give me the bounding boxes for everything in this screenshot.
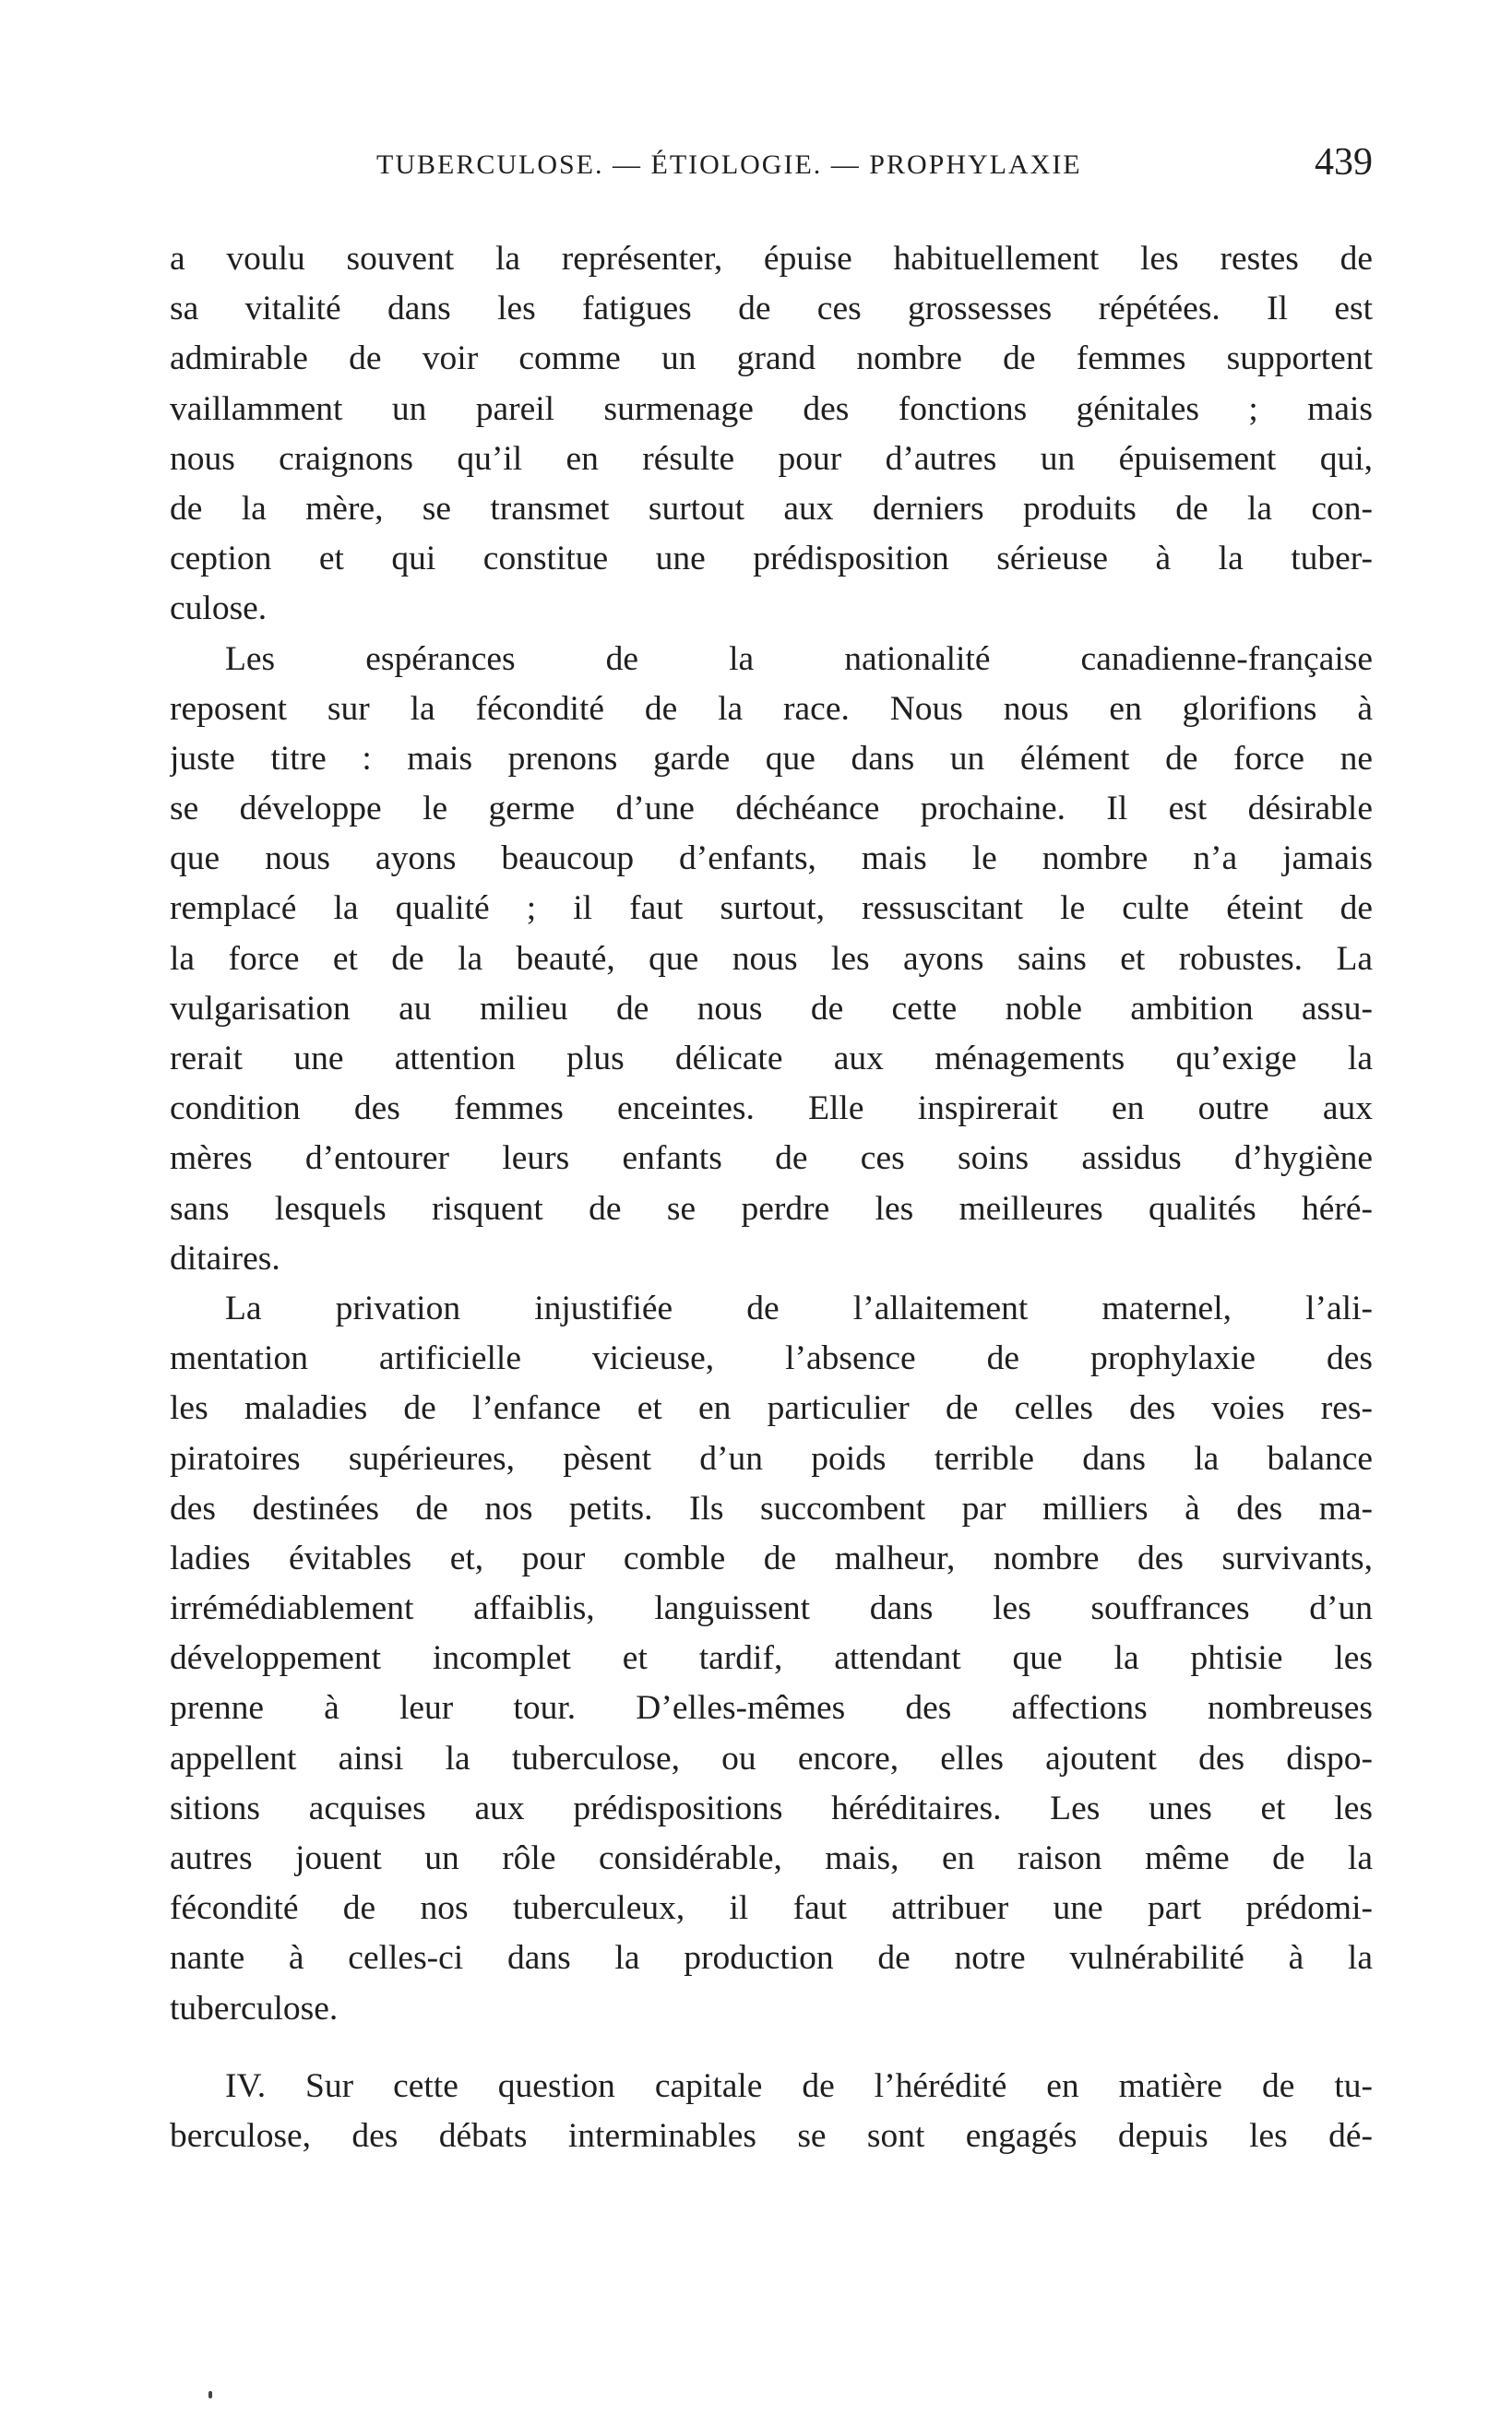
text-line: autres jouent un rôle considérable, mais, en raison même de la xyxy=(170,1839,1373,1877)
page-number: 439 xyxy=(1315,141,1373,184)
text-line: remplacé la qualité ; il faut surtout, ressuscitant le culte éteint de xyxy=(170,889,1373,928)
text-line: la force et de la beauté, que nous les ayons sains et robustes. La xyxy=(170,939,1373,978)
text-line: Les espérances de la nationalité canadienne-française xyxy=(225,639,1373,678)
text-line: a voulu souvent la représenter, épuise habituellement les restes de xyxy=(170,240,1373,278)
text-line: les maladies de l’enfance et en particulier de celles des voies res- xyxy=(170,1389,1373,1428)
text-line: développement incomplet et tardif, attendant que la phtisie les xyxy=(170,1639,1373,1678)
text-line: de la mère, se transmet surtout aux derniers produits de la con- xyxy=(170,489,1373,528)
text-line: sa vitalité dans les fatigues de ces grossesses répétées. Il est xyxy=(170,290,1373,328)
text-line: piratoires supérieures, pèsent d’un poids terrible dans la balance xyxy=(170,1439,1373,1478)
text-line: se développe le germe d’une déchéance prochaine. Il est désirable xyxy=(170,790,1373,828)
text-line: que nous ayons beaucoup d’enfants, mais le nombre n’a jamais xyxy=(170,839,1373,878)
text-line: appellent ainsi la tuberculose, ou encore, elles ajoutent des dispo- xyxy=(170,1739,1373,1778)
text-line: sitions acquises aux prédispositions héréditaires. Les unes et les xyxy=(170,1789,1373,1827)
text-line: mentation artificielle vicieuse, l’absence de prophylaxie des xyxy=(170,1339,1373,1378)
body-text xyxy=(170,234,1373,2161)
page-header xyxy=(172,140,1373,196)
text-line: ladies évitables et, pour comble de malheur, nombre des survivants, xyxy=(170,1539,1373,1577)
print-speck xyxy=(208,2391,212,2398)
running-title: TUBERCULOSE. — ÉTIOLOGIE. — PROPHYLAXIE xyxy=(376,149,1082,180)
text-line: irrémédiablement affaiblis, languissent dans les souffrances d’un xyxy=(170,1589,1373,1628)
text-line: vulgarisation au milieu de nous de cette noble ambition assu- xyxy=(170,989,1373,1028)
text-line: rerait une attention plus délicate aux ménagements qu’exige la xyxy=(170,1040,1373,1077)
text-line: prenne à leur tour. D’elles-mêmes des affections nombreuses xyxy=(170,1689,1373,1728)
text-line: ception et qui constitue une prédisposition sérieuse à la tuber- xyxy=(170,540,1373,578)
text-line: nous craignons qu’il en résulte pour d’autres un épuisement qui, xyxy=(170,439,1373,478)
text-line: IV. Sur cette question capitale de l’hérédité en matière de tu- xyxy=(225,2066,1373,2105)
section-gap xyxy=(170,2034,1373,2062)
text-line: condition des femmes enceintes. Elle inspirerait en outre aux xyxy=(170,1089,1373,1128)
text-line: sans lesquels risquent de se perdre les meilleures qualités héré- xyxy=(170,1189,1373,1228)
text-line: des destinées de nos petits. Ils succombent par milliers à des ma- xyxy=(170,1489,1373,1528)
text-line: vaillamment un pareil surmenage des fonctions génitales ; mais xyxy=(170,389,1373,428)
text-line: tuberculose. xyxy=(170,1989,339,2028)
text-line: reposent sur la fécondité de la race. Nous nous en glorifions à xyxy=(170,689,1373,728)
text-line: mères d’entourer leurs enfants de ces soins assidus d’hygiène xyxy=(170,1139,1373,1178)
text-line: nante à celles-ci dans la production de notre vulnérabilité à la xyxy=(170,1939,1373,1978)
text-line: juste titre : mais prenons garde que dans un élément de force ne xyxy=(170,739,1373,778)
text-line: culose. xyxy=(170,589,268,628)
text-line: La privation injustifiée de l’allaitement maternel, l’ali- xyxy=(225,1289,1373,1327)
text-line: fécondité de nos tuberculeux, il faut attribuer une part prédomi- xyxy=(170,1889,1373,1928)
text-line: ditaires. xyxy=(170,1239,280,1278)
text-line: berculose, des débats interminables se sont engagés depuis les dé- xyxy=(170,2116,1373,2155)
text-line: admirable de voir comme un grand nombre de femmes supportent xyxy=(170,339,1373,378)
